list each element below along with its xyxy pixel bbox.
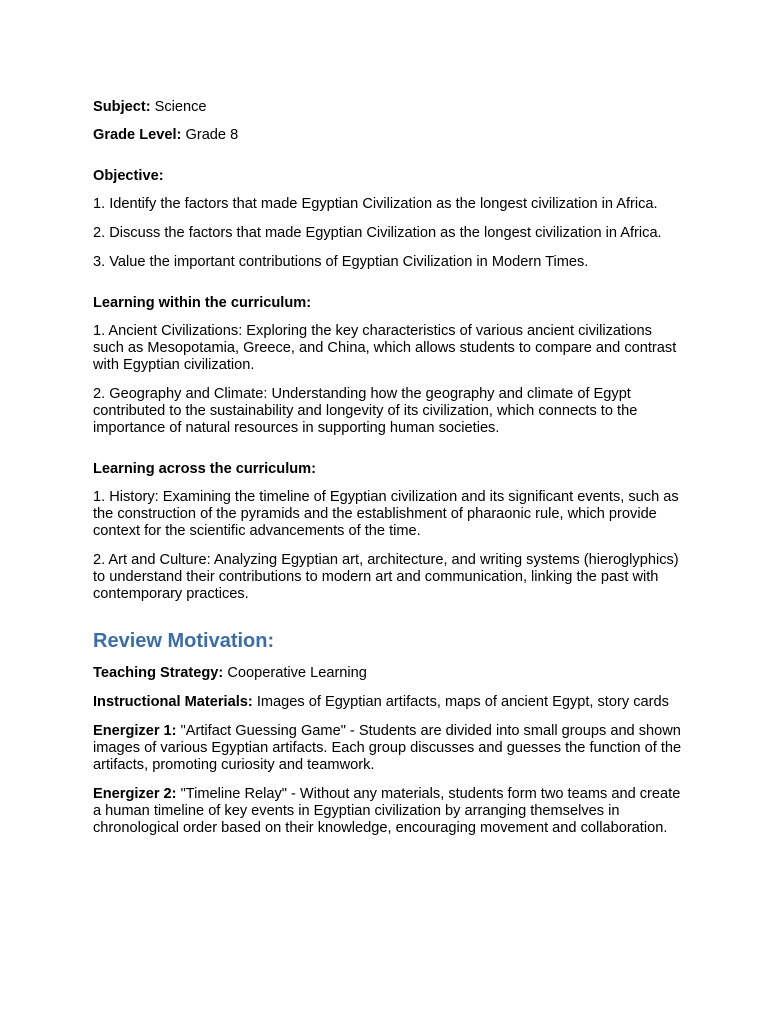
objective-item-2: 2. Discuss the factors that made Egyptian Civilization as the longest civilization in Africa. bbox=[93, 225, 662, 241]
energizer2-label: Energizer 2: bbox=[93, 786, 177, 802]
grade-value: Grade 8 bbox=[181, 127, 239, 143]
materials-value: Images of Egyptian artifacts, maps of ancient Egypt, story cards bbox=[252, 694, 669, 710]
materials-line bbox=[93, 694, 683, 711]
strategy-line bbox=[93, 665, 683, 682]
strategy-value: Cooperative Learning bbox=[223, 665, 367, 681]
subject-value: Science bbox=[150, 99, 207, 115]
strategy-label: Teaching Strategy: bbox=[93, 665, 224, 681]
grade-line bbox=[93, 127, 683, 144]
grade-label: Grade Level: bbox=[93, 127, 182, 143]
objective-item-3: 3. Value the important contributions of Egyptian Civilization in Modern Times. bbox=[93, 254, 589, 270]
within-heading: Learning within the curriculum: bbox=[93, 295, 312, 311]
within-item-1: 1. Ancient Civilizations: Exploring the key characteristics of various ancient civilizations such as Mesopotamia, Greece, and China, which allows students to compare and contrast with Egyptian civilization. bbox=[93, 323, 677, 373]
energizer2-line bbox=[93, 786, 683, 837]
within-item-2: 2. Geography and Climate: Understanding how the geography and climate of Egypt contributed to the sustainability and longevity of its civilization, which connects to the importance of natural resources in supporting human societies. bbox=[93, 386, 638, 436]
document-page bbox=[93, 99, 683, 849]
materials-label: Instructional Materials: bbox=[93, 694, 253, 710]
across-heading: Learning across the curriculum: bbox=[93, 461, 317, 477]
subject-label: Subject: bbox=[93, 99, 151, 115]
objective-item-1: 1. Identify the factors that made Egyptian Civilization as the longest civilization in Africa. bbox=[93, 196, 658, 212]
subject-line bbox=[93, 99, 683, 116]
energizer1-value: "Artifact Guessing Game" - Students are divided into small groups and shown images of various Egyptian artifacts. Each group discusses and guesses the function of the artifacts, promoting curiosity and teamwork. bbox=[93, 723, 682, 773]
objective-heading: Objective: bbox=[93, 168, 164, 184]
review-title: Review Motivation: bbox=[93, 630, 275, 652]
energizer2-value: "Timeline Relay" - Without any materials, students form two teams and create a human timeline of key events in Egyptian civilization by arranging themselves in chronological order based on their knowledge, encouraging movement and collaboration. bbox=[93, 786, 681, 836]
across-item-1: 1. History: Examining the timeline of Egyptian civilization and its significant events, such as the construction of the pyramids and the establishment of pharaonic rule, which provide context for the scientific advancements of the time. bbox=[93, 489, 679, 539]
energizer1-label: Energizer 1: bbox=[93, 723, 177, 739]
across-item-2: 2. Art and Culture: Analyzing Egyptian art, architecture, and writing systems (hieroglyphics) to understand their contributions to modern art and communication, linking the past with contemporary practices. bbox=[93, 552, 679, 602]
energizer1-line bbox=[93, 723, 683, 774]
